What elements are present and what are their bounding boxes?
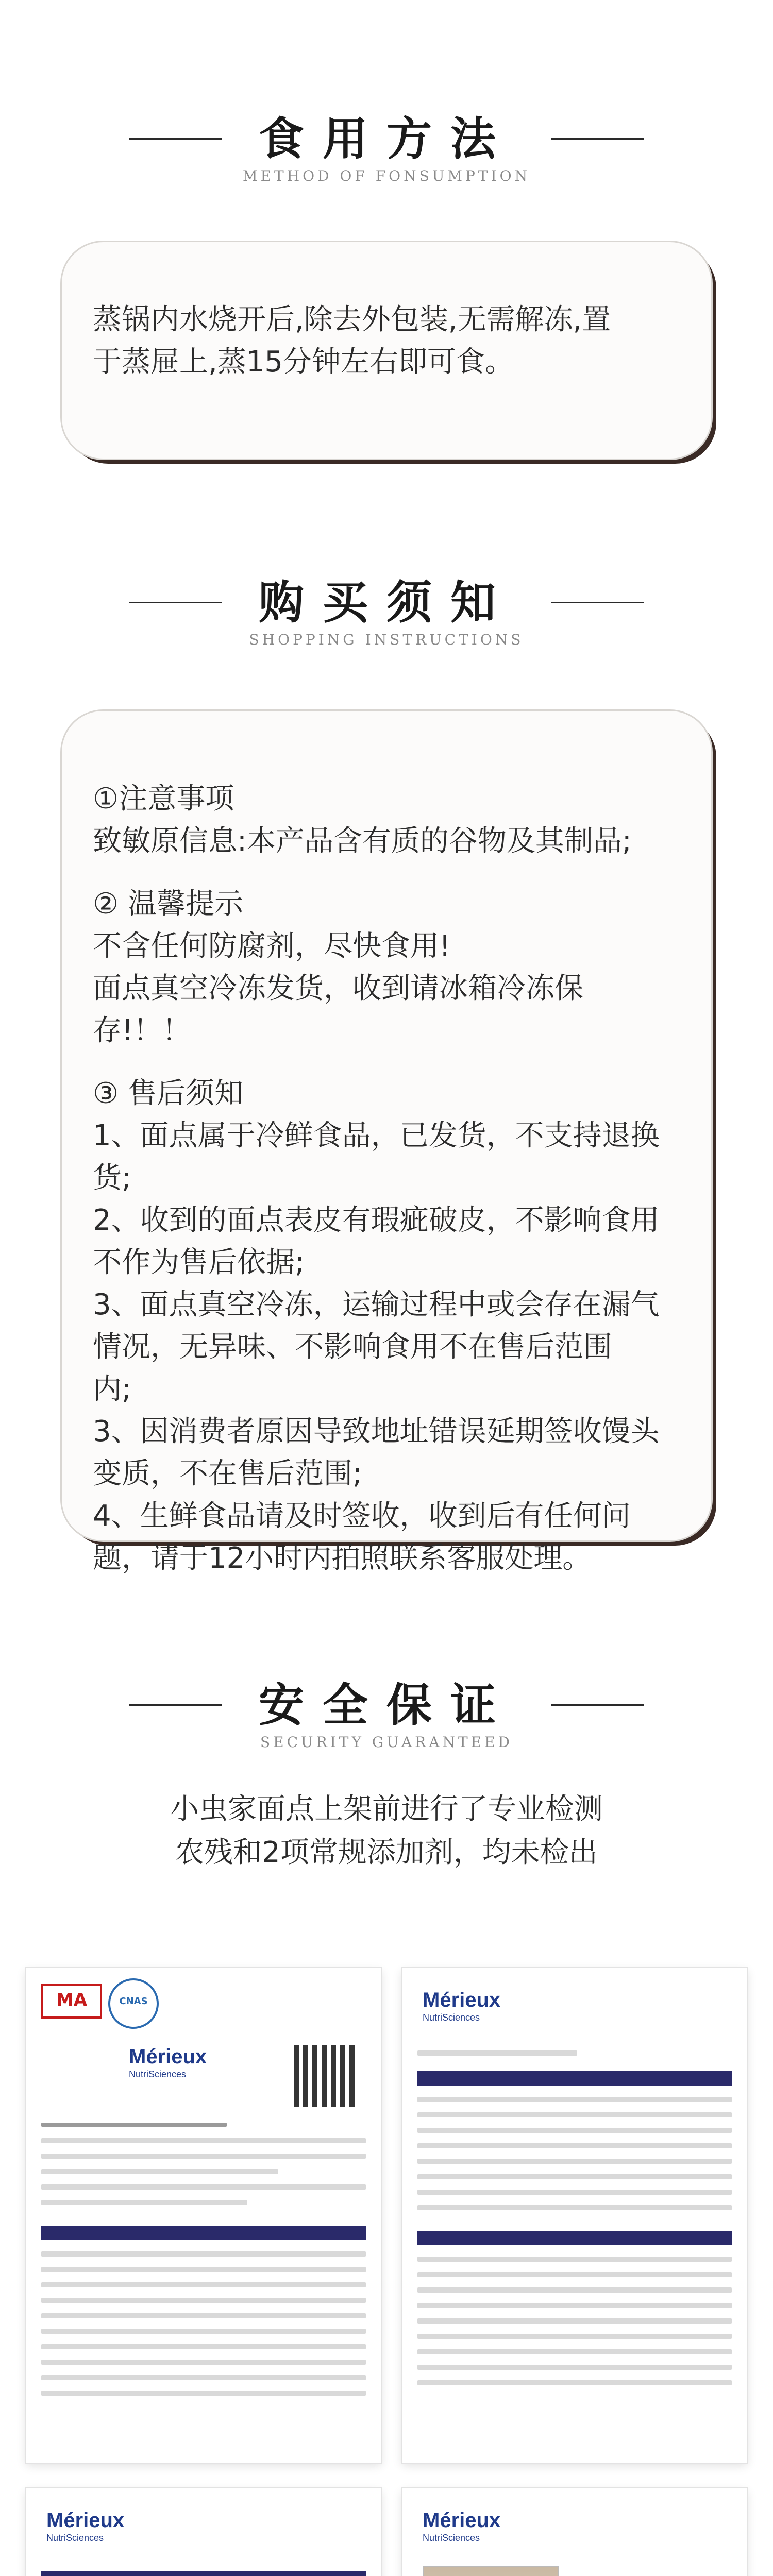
doc-table-header xyxy=(41,2226,366,2240)
shopping-text xyxy=(93,778,680,1580)
shopping-card xyxy=(62,711,711,1575)
title-divider-left xyxy=(129,138,222,140)
doc-text xyxy=(41,2251,366,2257)
notice-line: 变质，不在售后范围; xyxy=(93,1457,362,1490)
doc-text xyxy=(41,2123,227,2127)
doc-text xyxy=(417,2205,732,2210)
notice-line: 面点真空冷冻发货，收到请冰箱冷冻保存!！！ xyxy=(93,972,583,1047)
doc-table-header xyxy=(417,2231,732,2245)
merieux-logo: Mérieux xyxy=(129,2045,207,2068)
doc-text xyxy=(41,2375,366,2380)
merieux-logo: Mérieux xyxy=(423,1989,501,2011)
title-divider-left xyxy=(129,1704,222,1706)
doc-text xyxy=(41,2344,366,2349)
doc-text xyxy=(41,2169,278,2174)
section-subtitle-usage: METHOD OF FONSUMPTION xyxy=(242,167,531,184)
usage-line: 蒸锅内水烧开后,除去外包装,无需解冻,置 xyxy=(93,303,611,336)
test-report-page-1 xyxy=(26,1968,381,2463)
ma-mark: MA xyxy=(41,1984,102,2019)
doc-text xyxy=(417,2112,732,2117)
doc-text xyxy=(41,2329,366,2334)
test-report-sample-photo xyxy=(402,2488,747,2576)
notice-line: 题，请于12小时内拍照联系客服处理。 xyxy=(93,1541,592,1575)
section-title-security: 安全保证 xyxy=(258,1679,514,1732)
section-title-shopping: 购买须知 xyxy=(258,576,514,629)
doc-text xyxy=(417,2097,732,2102)
notice-line: 致敏原信息:本产品含有质的谷物及其制品; xyxy=(93,824,632,858)
doc-text xyxy=(417,2334,732,2339)
merieux-logo-sub: NutriSciences xyxy=(129,2069,187,2079)
sample-photo xyxy=(423,2566,559,2576)
notice-line: 不含任何防腐剂，尽快食用! xyxy=(93,929,451,963)
usage-card xyxy=(62,242,711,459)
title-divider-right xyxy=(551,602,644,603)
doc-table-header xyxy=(41,2571,366,2576)
cnas-mark: CNAS xyxy=(108,1978,159,2029)
security-line: 小虫家面点上架前进行了专业检测 xyxy=(170,1792,603,1826)
notice-line: 货; xyxy=(93,1161,131,1195)
notice-heading: ② 温馨提示 xyxy=(93,887,244,921)
notice-line: 3、面点真空冷冻，运输过程中或会存在漏气 xyxy=(93,1288,660,1321)
qr-code xyxy=(294,2045,356,2107)
doc-text xyxy=(417,2143,732,2148)
spacer xyxy=(93,1052,680,1073)
doc-table-header xyxy=(417,2071,732,2086)
notice-line: 1、面点属于冷鲜食品，已发货，不支持退换 xyxy=(93,1119,660,1153)
doc-text xyxy=(41,2138,366,2143)
doc-text xyxy=(417,2050,577,2056)
doc-text xyxy=(41,2360,366,2365)
doc-text xyxy=(41,2184,366,2190)
merieux-logo-sub: NutriSciences xyxy=(46,2533,104,2543)
section-subtitle-security: SECURITY GUARANTEED xyxy=(260,1734,513,1751)
security-statement xyxy=(0,1788,773,1874)
doc-text xyxy=(417,2318,732,2324)
section-subtitle-shopping: SHOPPING INSTRUCTIONS xyxy=(249,631,524,648)
merieux-logo: Mérieux xyxy=(46,2509,125,2532)
security-line: 农残和2项常规添加剂，均未检出 xyxy=(175,1836,598,1869)
usage-text xyxy=(93,299,680,383)
doc-text xyxy=(417,2380,732,2385)
doc-text xyxy=(41,2267,366,2272)
doc-text xyxy=(417,2349,732,2354)
merieux-logo-sub: NutriSciences xyxy=(423,2533,480,2543)
doc-text xyxy=(417,2303,732,2308)
notice-line: 4、生鲜食品请及时签收，收到后有任何问 xyxy=(93,1499,631,1533)
doc-text xyxy=(417,2174,732,2179)
test-report-page-3 xyxy=(26,2488,381,2576)
section-title-usage: 食用方法 xyxy=(258,112,514,165)
merieux-logo: Mérieux xyxy=(423,2509,501,2532)
title-divider-right xyxy=(551,1704,644,1706)
doc-text xyxy=(417,2365,732,2370)
doc-text xyxy=(417,2287,732,2293)
title-divider-right xyxy=(551,138,644,140)
doc-text xyxy=(417,2257,732,2262)
notice-line: 3、因消费者原因导致地址错误延期签收馒头 xyxy=(93,1415,660,1448)
notice-heading: ③ 售后须知 xyxy=(93,1077,244,1110)
notice-line: 内; xyxy=(93,1372,131,1406)
doc-text xyxy=(41,2200,247,2205)
doc-text xyxy=(41,2282,366,2287)
spacer xyxy=(93,862,680,883)
doc-text xyxy=(41,2154,366,2159)
usage-line: 于蒸屉上,蒸15分钟左右即可食。 xyxy=(93,345,514,379)
doc-text xyxy=(417,2128,732,2133)
notice-line: 不作为售后依据; xyxy=(93,1246,305,1279)
doc-text xyxy=(41,2313,366,2318)
doc-text xyxy=(417,2159,732,2164)
doc-text xyxy=(41,2391,366,2396)
doc-text xyxy=(417,2190,732,2195)
notice-line: 2、收到的面点表皮有瑕疵破皮，不影响食用 xyxy=(93,1204,660,1237)
notice-line: 情况，无异味、不影响食用不在售后范围 xyxy=(93,1330,612,1364)
merieux-logo-sub: NutriSciences xyxy=(423,2012,480,2023)
title-divider-left xyxy=(129,602,222,603)
doc-text xyxy=(417,2272,732,2277)
doc-text xyxy=(41,2298,366,2303)
notice-heading: ①注意事项 xyxy=(93,782,234,816)
test-report-page-2 xyxy=(402,1968,747,2463)
